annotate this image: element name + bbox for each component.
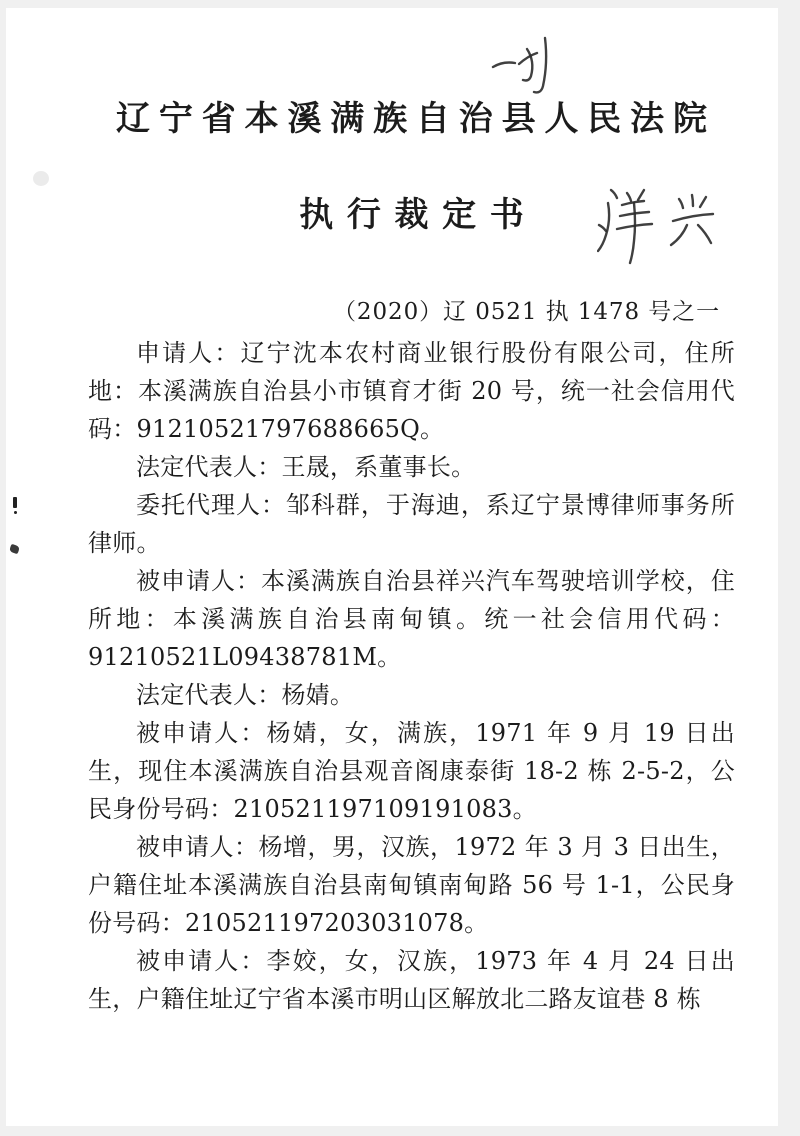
paragraph-respondent-school: 被申请人：本溪满族自治县祥兴汽车驾驶培训学校，住所地：本溪满族自治县南甸镇。统一社会信用代码：91210521L09438781M。 (88, 567, 735, 671)
court-name: 辽宁省本溪满族自治县人民法院 (116, 99, 716, 139)
scan-artifact (33, 171, 49, 186)
paragraph-applicant: 申请人：辽宁沈本农村商业银行股份有限公司，住所地：本溪满族自治县小市镇育才街 20 号，统一社会信用代码：91210521797688665Q。 (88, 339, 735, 443)
scan-artifact (14, 511, 17, 514)
case-number: （2020）辽 0521 执 1478 号之一 (332, 299, 720, 325)
document-title: 执行裁定书 (299, 195, 538, 235)
scan-artifact (13, 497, 17, 508)
paragraph-respondent-lijiao: 被申请人：李姣，女，汉族，1973 年 4 月 24 日出生，户籍住址辽宁省本溪市明山区解放北二路友谊巷 8 栋 (88, 947, 735, 1013)
paragraph-legal-representative-respondent: 法定代表人：杨婧。 (136, 681, 355, 709)
paragraph-legal-representative-applicant: 法定代表人：王晟，系董事长。 (136, 453, 476, 481)
paragraph-respondent-yangjing: 被申请人：杨婧，女，满族，1971 年 9 月 19 日出生，现住本溪满族自治县观音阁康泰街 18-2 栋 2-5-2，公民身份号码：210521197109191083。 (88, 719, 735, 823)
paragraph-respondent-yangzeng: 被申请人：杨增，男，汉族，1972 年 3 月 3 日出生，户籍住址本溪满族自治县南甸镇南甸路 56 号 1-1，公民身份号码：210521197203031078。 (88, 833, 735, 937)
paragraph-agents: 委托代理人：邹科群，于海迪，系辽宁景博律师事务所律师。 (88, 491, 735, 557)
document-body (88, 334, 735, 1018)
document-page (6, 8, 778, 1126)
